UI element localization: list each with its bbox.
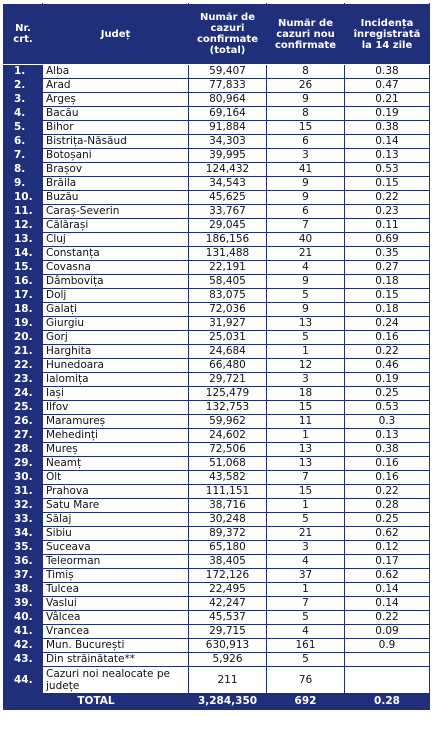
table-row [4, 527, 430, 541]
incidence: 0.09 [345, 625, 430, 639]
county-name: Constanța [43, 247, 189, 261]
row-number: 3. [4, 93, 43, 107]
total-cases: 630,913 [189, 639, 267, 653]
new-cases: 1 [267, 429, 345, 443]
total-cases: 124,432 [189, 163, 267, 177]
row-number: 27. [4, 429, 43, 443]
new-cases: 161 [267, 639, 345, 653]
row-number: 29. [4, 457, 43, 471]
new-cases: 8 [267, 65, 345, 79]
new-cases: 15 [267, 401, 345, 415]
total-cases: 125,479 [189, 387, 267, 401]
incidence: 0.22 [345, 611, 430, 625]
county-name: Botoșani [43, 149, 189, 163]
row-number: 19. [4, 317, 43, 331]
new-cases: 7 [267, 219, 345, 233]
row-number: 41. [4, 625, 43, 639]
total-cases: 24,684 [189, 345, 267, 359]
incidence: 0.18 [345, 275, 430, 289]
new-cases: 1 [267, 583, 345, 597]
new-cases: 5 [267, 653, 345, 667]
row-number: 32. [4, 499, 43, 513]
table-row [4, 597, 430, 611]
incidence: 0.13 [345, 429, 430, 443]
incidence: 0.19 [345, 373, 430, 387]
table-row [4, 107, 430, 121]
table-row [4, 415, 430, 429]
new-cases: 3 [267, 373, 345, 387]
table-row [4, 569, 430, 583]
row-number: 2. [4, 79, 43, 93]
total-cases: 172,126 [189, 569, 267, 583]
incidence: 0.47 [345, 79, 430, 93]
new-cases: 4 [267, 555, 345, 569]
header-judet: Județ [43, 4, 189, 65]
table-row [4, 555, 430, 569]
new-cases: 6 [267, 205, 345, 219]
new-cases: 21 [267, 527, 345, 541]
header-incidence: Incidența înregistrată la 14 zile [345, 4, 430, 65]
table-row [4, 429, 430, 443]
county-name: Mun. București [43, 639, 189, 653]
county-name: Mureș [43, 443, 189, 457]
new-cases: 9 [267, 303, 345, 317]
total-cases: 59,407 [189, 65, 267, 79]
incidence: 0.16 [345, 471, 430, 485]
table-row [4, 65, 430, 79]
row-number: 8. [4, 163, 43, 177]
total-cases: 30,248 [189, 513, 267, 527]
incidence: 0.14 [345, 135, 430, 149]
new-cases: 1 [267, 345, 345, 359]
county-name: Bihor [43, 121, 189, 135]
total-cases: 22,191 [189, 261, 267, 275]
table-header [4, 4, 430, 65]
county-name: Cazuri noi nealocate pe județe [43, 667, 189, 694]
new-cases: 15 [267, 121, 345, 135]
table-row [4, 331, 430, 345]
row-number: 36. [4, 555, 43, 569]
county-name: Tulcea [43, 583, 189, 597]
total-cases: 45,537 [189, 611, 267, 625]
row-number: 4. [4, 107, 43, 121]
total-cases: 69,164 [189, 107, 267, 121]
new-cases: 12 [267, 359, 345, 373]
header-new-cases: Număr de cazuri nou confirmate [267, 4, 345, 65]
row-number: 13. [4, 233, 43, 247]
county-name: Vrancea [43, 625, 189, 639]
table-row [4, 387, 430, 401]
new-cases: 6 [267, 135, 345, 149]
incidence: 0.13 [345, 149, 430, 163]
table-row [4, 457, 430, 471]
incidence: 0.62 [345, 569, 430, 583]
row-number: 7. [4, 149, 43, 163]
incidence: 0.11 [345, 219, 430, 233]
total-cases: 83,075 [189, 289, 267, 303]
table-row [4, 611, 430, 625]
new-cases: 7 [267, 597, 345, 611]
incidence: 0.35 [345, 247, 430, 261]
total-cases: 29,721 [189, 373, 267, 387]
incidence: 0.69 [345, 233, 430, 247]
incidence: 0.23 [345, 205, 430, 219]
row-number: 37. [4, 569, 43, 583]
new-cases: 13 [267, 317, 345, 331]
row-number: 25. [4, 401, 43, 415]
table-row [4, 443, 430, 457]
incidence: 0.28 [345, 499, 430, 513]
total-cases: 66,480 [189, 359, 267, 373]
county-name: Dolj [43, 289, 189, 303]
total-cases: 51,068 [189, 457, 267, 471]
incidence: 0.53 [345, 401, 430, 415]
new-cases: 18 [267, 387, 345, 401]
table-row [4, 373, 430, 387]
table-row [4, 191, 430, 205]
new-cases: 5 [267, 513, 345, 527]
incidence: 0.14 [345, 583, 430, 597]
table-row [4, 93, 430, 107]
county-name: Teleorman [43, 555, 189, 569]
county-name: Vâlcea [43, 611, 189, 625]
row-number: 6. [4, 135, 43, 149]
incidence: 0.18 [345, 303, 430, 317]
row-number: 28. [4, 443, 43, 457]
new-cases: 13 [267, 443, 345, 457]
county-name: Ilfov [43, 401, 189, 415]
new-cases: 26 [267, 79, 345, 93]
total-cases: 22,495 [189, 583, 267, 597]
incidence: 0.15 [345, 177, 430, 191]
county-name: Hunedoara [43, 359, 189, 373]
row-number: 24. [4, 387, 43, 401]
county-name: Harghita [43, 345, 189, 359]
row-number: 26. [4, 415, 43, 429]
new-cases: 3 [267, 149, 345, 163]
county-name: Maramureș [43, 415, 189, 429]
table-row [4, 359, 430, 373]
row-number: 1. [4, 65, 43, 79]
total-cases: 31,927 [189, 317, 267, 331]
county-name: Olt [43, 471, 189, 485]
row-number: 21. [4, 345, 43, 359]
incidence: 0.19 [345, 107, 430, 121]
total-cases: 59,962 [189, 415, 267, 429]
incidence: 0.22 [345, 345, 430, 359]
new-cases: 13 [267, 457, 345, 471]
total-cases: 29,045 [189, 219, 267, 233]
county-name: Buzău [43, 191, 189, 205]
total-cases: 38,405 [189, 555, 267, 569]
county-name: Alba [43, 65, 189, 79]
incidence: 0.25 [345, 387, 430, 401]
total-cases: 24,602 [189, 429, 267, 443]
county-name: Timiș [43, 569, 189, 583]
total-cases: 77,833 [189, 79, 267, 93]
total-cases: 29,715 [189, 625, 267, 639]
new-cases: 5 [267, 331, 345, 345]
new-cases: 8 [267, 107, 345, 121]
row-number: 39. [4, 597, 43, 611]
new-cases: 9 [267, 275, 345, 289]
total-cases: 5,926 [189, 653, 267, 667]
incidence: 0.27 [345, 261, 430, 275]
row-number: 40. [4, 611, 43, 625]
new-cases: 41 [267, 163, 345, 177]
incidence: 0.9 [345, 639, 430, 653]
incidence: 0.16 [345, 331, 430, 345]
row-number: 20. [4, 331, 43, 345]
total-cases: 89,372 [189, 527, 267, 541]
row-number: 16. [4, 275, 43, 289]
row-number: 38. [4, 583, 43, 597]
county-name: Gorj [43, 331, 189, 345]
total-label: TOTAL [4, 694, 189, 710]
county-name: Galați [43, 303, 189, 317]
incidence: 0.16 [345, 457, 430, 471]
total-cases: 43,582 [189, 471, 267, 485]
row-number: 15. [4, 261, 43, 275]
new-cases: 37 [267, 569, 345, 583]
total-cases: 131,488 [189, 247, 267, 261]
incidence: 0.14 [345, 597, 430, 611]
row-number: 18. [4, 303, 43, 317]
incidence: 0.3 [345, 415, 430, 429]
county-name: Bistrița-Năsăud [43, 135, 189, 149]
county-name: Cluj [43, 233, 189, 247]
county-name: Vaslui [43, 597, 189, 611]
row-number: 35. [4, 541, 43, 555]
county-name: Caraș-Severin [43, 205, 189, 219]
table-row [4, 247, 430, 261]
county-name: Mehedinți [43, 429, 189, 443]
total-cases: 186,156 [189, 233, 267, 247]
total-cases: 45,625 [189, 191, 267, 205]
county-name: Covasna [43, 261, 189, 275]
new-cases: 9 [267, 177, 345, 191]
incidence: 0.62 [345, 527, 430, 541]
total-cases-value: 3,284,350 [189, 694, 267, 710]
table-row [4, 317, 430, 331]
new-cases: 9 [267, 191, 345, 205]
row-number: 44. [4, 667, 43, 694]
table-row [4, 639, 430, 653]
incidence: 0.24 [345, 317, 430, 331]
row-number: 9. [4, 177, 43, 191]
row-number: 31. [4, 485, 43, 499]
table-body [4, 65, 430, 694]
incidence: 0.53 [345, 163, 430, 177]
incidence [345, 667, 430, 694]
county-name: Ialomița [43, 373, 189, 387]
row-number: 11. [4, 205, 43, 219]
table-row [4, 303, 430, 317]
new-cases: 5 [267, 611, 345, 625]
total-cases: 80,964 [189, 93, 267, 107]
table-row [4, 289, 430, 303]
new-cases: 4 [267, 625, 345, 639]
incidence: 0.25 [345, 513, 430, 527]
table-row [4, 149, 430, 163]
covid-county-table [3, 3, 430, 710]
new-cases: 3 [267, 541, 345, 555]
table-row [4, 261, 430, 275]
county-name: Sibiu [43, 527, 189, 541]
header-total-cases: Număr de cazuri confirmate (total) [189, 4, 267, 65]
new-cases: 9 [267, 93, 345, 107]
total-cases: 65,180 [189, 541, 267, 555]
row-number: 12. [4, 219, 43, 233]
table-row [4, 499, 430, 513]
table-row [4, 219, 430, 233]
total-cases: 58,405 [189, 275, 267, 289]
table-row [4, 275, 430, 289]
row-number: 14. [4, 247, 43, 261]
total-row [4, 694, 430, 710]
county-name: Brăila [43, 177, 189, 191]
row-number: 33. [4, 513, 43, 527]
table-row [4, 625, 430, 639]
new-cases: 5 [267, 289, 345, 303]
county-name: Călărași [43, 219, 189, 233]
incidence [345, 653, 430, 667]
incidence: 0.21 [345, 93, 430, 107]
table-row [4, 233, 430, 247]
incidence: 0.38 [345, 65, 430, 79]
county-name: Dâmbovița [43, 275, 189, 289]
table-row [4, 205, 430, 219]
county-name: Sălaj [43, 513, 189, 527]
new-cases: 4 [267, 261, 345, 275]
county-name: Satu Mare [43, 499, 189, 513]
new-cases: 11 [267, 415, 345, 429]
new-cases: 76 [267, 667, 345, 694]
row-number: 23. [4, 373, 43, 387]
total-cases: 34,543 [189, 177, 267, 191]
county-name: Din străinătate** [43, 653, 189, 667]
new-cases: 40 [267, 233, 345, 247]
row-number: 30. [4, 471, 43, 485]
county-name: Bacău [43, 107, 189, 121]
county-name: Suceava [43, 541, 189, 555]
table-row [4, 583, 430, 597]
new-cases: 7 [267, 471, 345, 485]
incidence: 0.12 [345, 541, 430, 555]
total-cases: 25,031 [189, 331, 267, 345]
total-cases: 132,753 [189, 401, 267, 415]
table-row [4, 653, 430, 667]
covid-county-table-container [3, 3, 429, 710]
table-row [4, 513, 430, 527]
total-cases: 211 [189, 667, 267, 694]
total-cases: 91,884 [189, 121, 267, 135]
incidence: 0.17 [345, 555, 430, 569]
county-name: Iași [43, 387, 189, 401]
row-number: 10. [4, 191, 43, 205]
total-cases: 38,716 [189, 499, 267, 513]
county-name: Prahova [43, 485, 189, 499]
total-cases: 42,247 [189, 597, 267, 611]
county-name: Arad [43, 79, 189, 93]
new-cases: 21 [267, 247, 345, 261]
total-cases: 39,995 [189, 149, 267, 163]
row-number: 22. [4, 359, 43, 373]
table-row [4, 401, 430, 415]
new-cases: 15 [267, 485, 345, 499]
table-row [4, 541, 430, 555]
total-cases: 33,767 [189, 205, 267, 219]
county-name: Neamț [43, 457, 189, 471]
incidence: 0.22 [345, 191, 430, 205]
county-name: Argeș [43, 93, 189, 107]
total-cases: 72,036 [189, 303, 267, 317]
incidence: 0.38 [345, 121, 430, 135]
incidence: 0.46 [345, 359, 430, 373]
row-number: 34. [4, 527, 43, 541]
incidence: 0.15 [345, 289, 430, 303]
county-name: Brașov [43, 163, 189, 177]
county-name: Giurgiu [43, 317, 189, 331]
row-number: 42. [4, 639, 43, 653]
table-row [4, 471, 430, 485]
table-row [4, 163, 430, 177]
total-new-value: 692 [267, 694, 345, 710]
table-row [4, 79, 430, 93]
new-cases: 1 [267, 499, 345, 513]
table-row [4, 177, 430, 191]
header-nr: Nr. crt. [4, 4, 43, 65]
row-number: 5. [4, 121, 43, 135]
total-cases: 34,303 [189, 135, 267, 149]
row-number: 43. [4, 653, 43, 667]
incidence: 0.38 [345, 443, 430, 457]
table-row [4, 485, 430, 499]
incidence: 0.22 [345, 485, 430, 499]
total-cases: 72,506 [189, 443, 267, 457]
table-row [4, 667, 430, 694]
total-cases: 111,151 [189, 485, 267, 499]
table-row [4, 345, 430, 359]
row-number: 17. [4, 289, 43, 303]
total-incidence-value: 0.28 [345, 694, 430, 710]
table-row [4, 121, 430, 135]
table-row [4, 135, 430, 149]
